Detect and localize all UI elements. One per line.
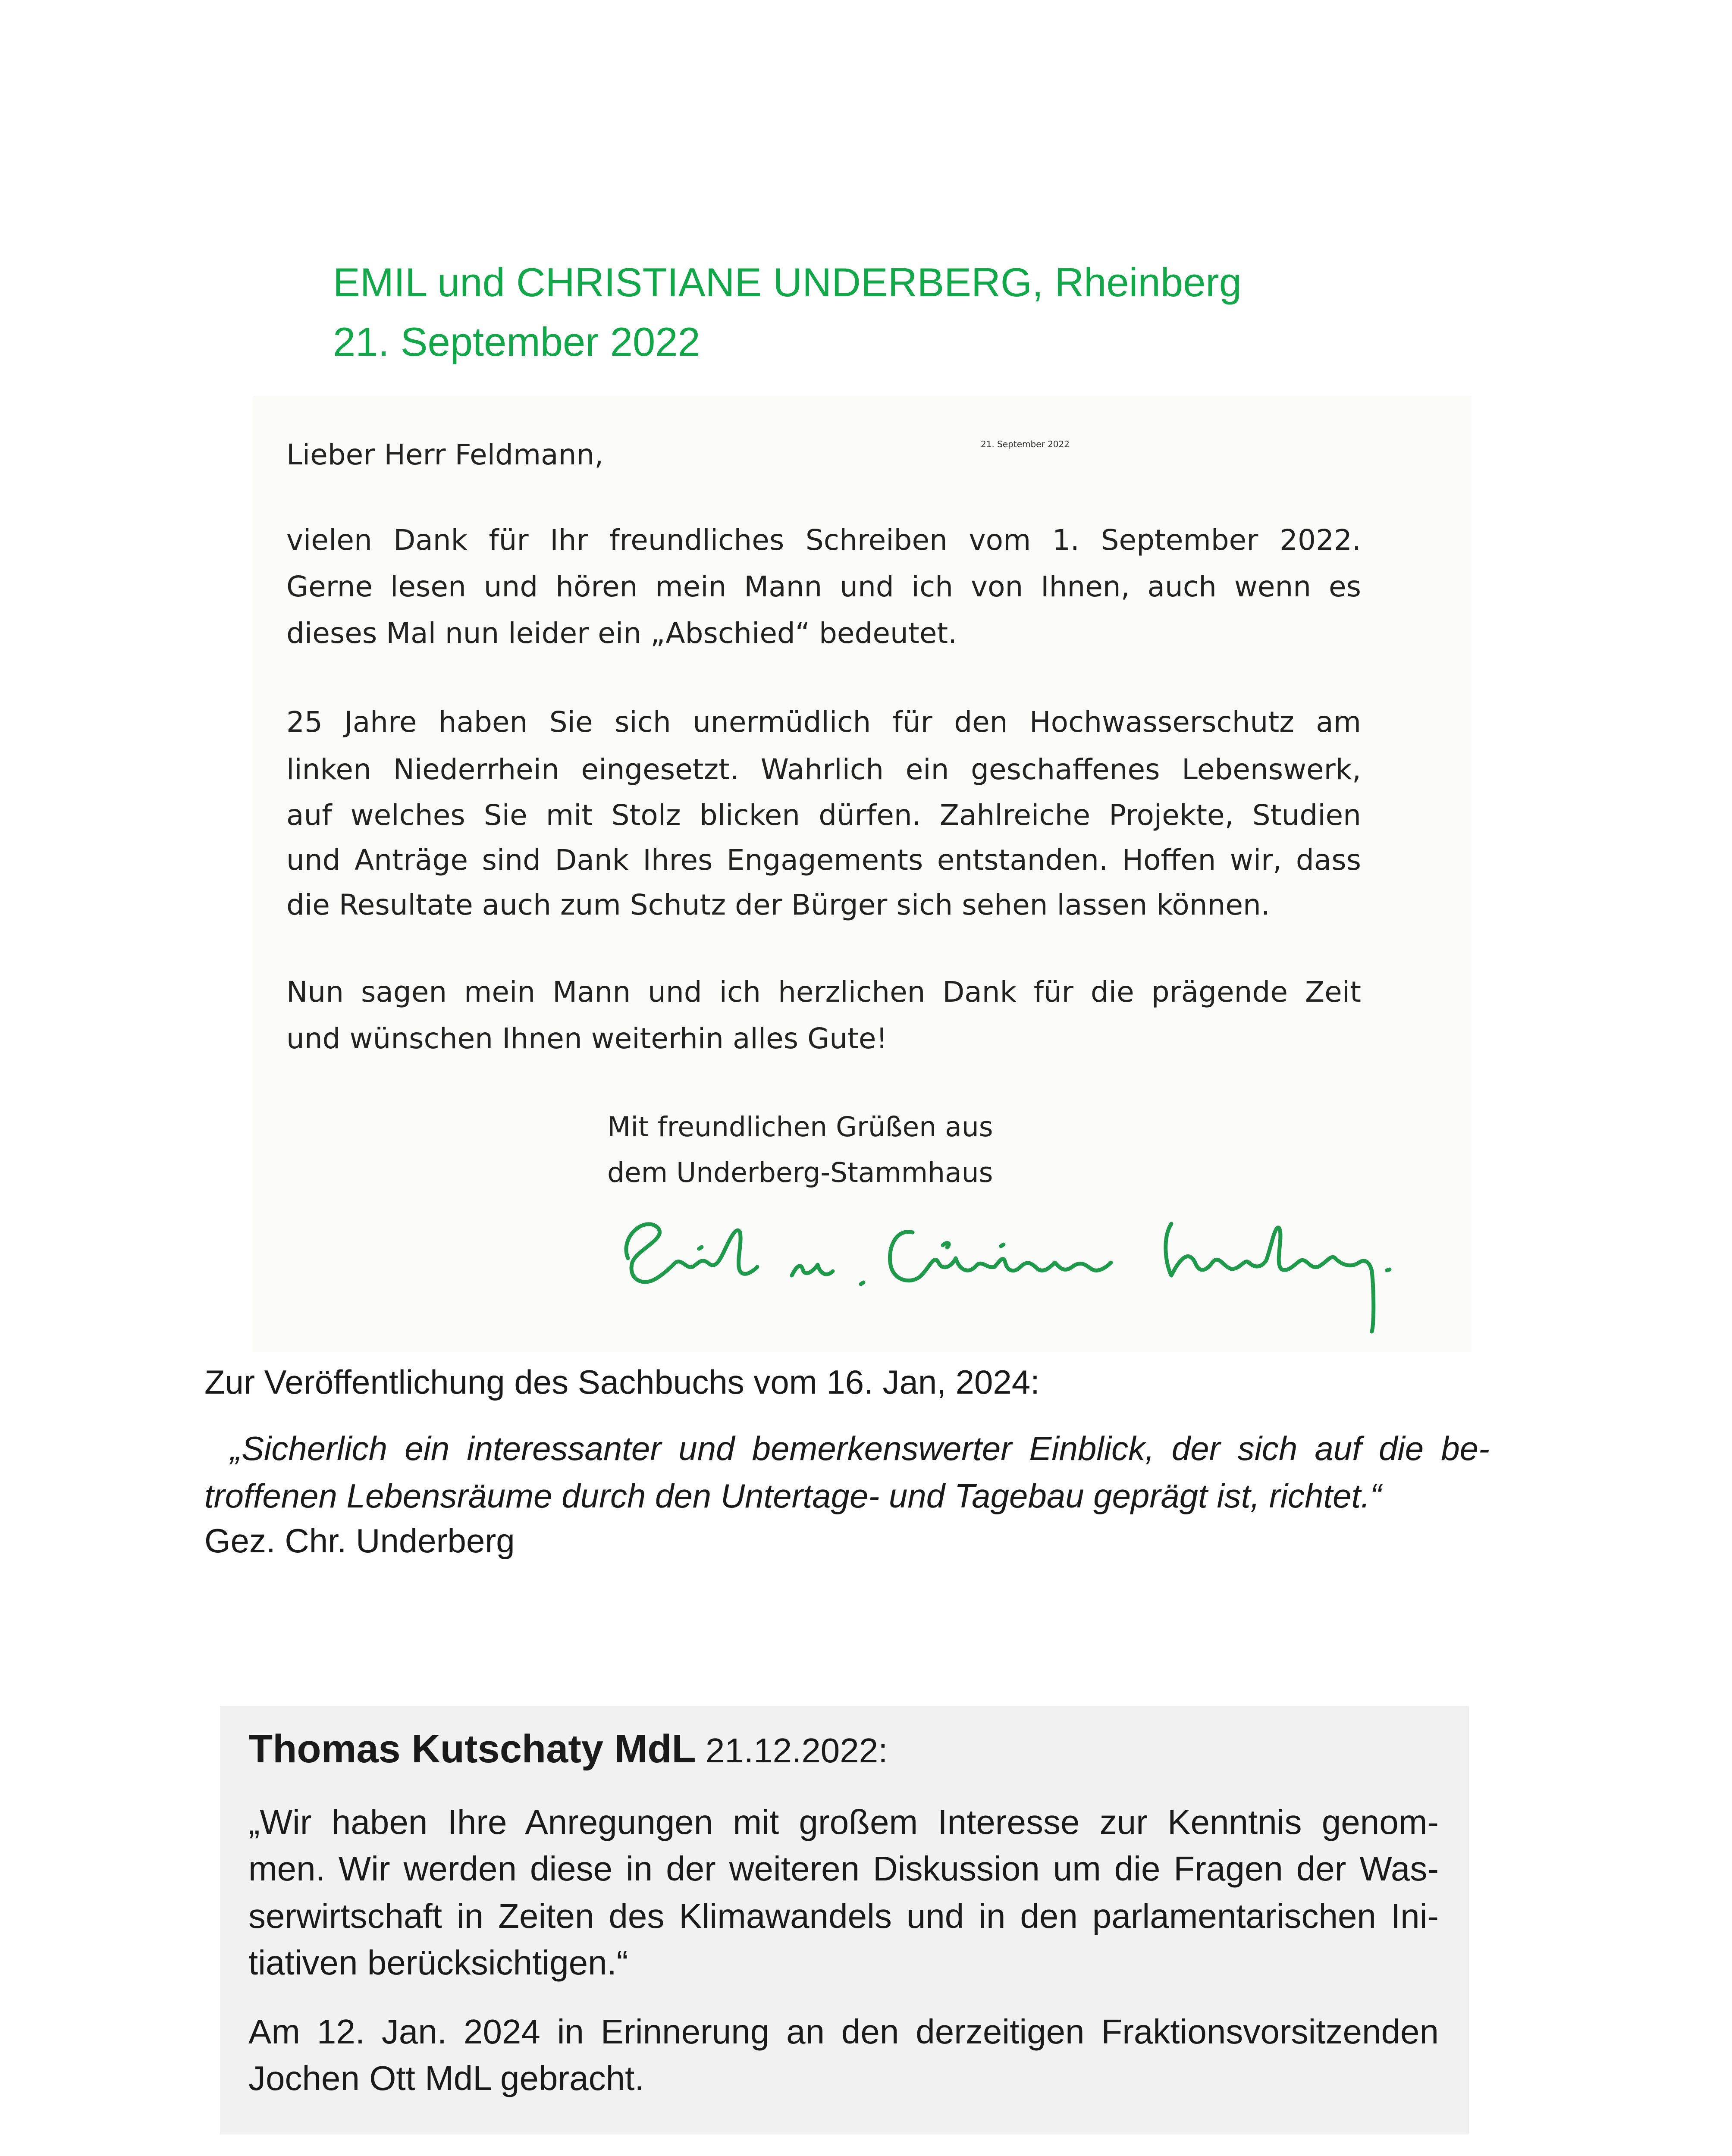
- box-author-name: Thomas Kutschaty MdL: [248, 1727, 696, 1771]
- handwritten-signature: [611, 1198, 1456, 1336]
- box-quote-line: „Wir haben Ihre Anregungen mit großem Interesse zur Kenntnis genom-: [248, 1803, 1439, 1841]
- letter-line: Gerne lesen und hören mein Mann und ich von Ihnen, auch wenn es: [286, 570, 1361, 603]
- letter-line: linken Niederrhein eingesetzt. Wahrlich ein geschaffenes Lebenswerk,: [286, 753, 1361, 786]
- letter-salutation: Lieber Herr Feldmann,: [286, 438, 604, 471]
- letter-line: Nun sagen mein Mann und ich herzlichen Dank für die prägende Zeit: [286, 975, 1361, 1009]
- letter-line: vielen Dank für Ihr freundliches Schreiben vom 1. September 2022.: [286, 523, 1361, 557]
- letter-line: dieses Mal nun leider ein „Abschied“ bedeutet.: [286, 617, 957, 650]
- document-heading-date: 21. September 2022: [333, 319, 700, 364]
- box-quote-line: tiativen berücksichtigen.“: [248, 1943, 628, 1982]
- document-heading-names: EMIL und CHRISTIANE UNDERBERG, Rheinberg: [333, 260, 1242, 305]
- box-title: [248, 1729, 1439, 1769]
- letter-line: die Resultate auch zum Schutz der Bürger sich sehen lassen können.: [286, 888, 1270, 921]
- box-quote-line: serwirtschaft in Zeiten des Klimawandels und in den parlamentarischen Ini-: [248, 1897, 1439, 1935]
- box-note-line: Jochen Ott MdL gebracht.: [248, 2059, 644, 2097]
- letter-closing: Mit freundlichen Grüßen aus: [607, 1111, 993, 1143]
- letter-date: 21. September 2022: [981, 439, 1070, 449]
- letter-closing: dem Underberg-Stammhaus: [607, 1157, 993, 1188]
- publication-signed: Gez. Chr. Underberg: [204, 1522, 515, 1560]
- box-date: 21.12.2022:: [705, 1731, 888, 1770]
- publication-intro: Zur Veröffentlichung des Sachbuchs vom 16. Jan, 2024:: [204, 1363, 1040, 1401]
- publication-quote-line: „Sicherlich ein interessanter und bemerkenswerter Einblick, der sich auf die be-: [230, 1429, 1490, 1467]
- letter-line: auf welches Sie mit Stolz blicken dürfen. Zahlreiche Projekte, Studien: [286, 799, 1361, 832]
- box-quote-line: men. Wir werden diese in der weiteren Diskussion um die Fragen der Was-: [248, 1849, 1439, 1888]
- box-note-line: Am 12. Jan. 2024 in Erinnerung an den derzeitigen Fraktionsvorsitzenden: [248, 2012, 1439, 2051]
- scanned-letter: [253, 396, 1472, 1352]
- letter-line: 25 Jahre haben Sie sich unermüdlich für den Hochwasserschutz am: [286, 705, 1361, 739]
- letter-line: und wünschen Ihnen weiterhin alles Gute!: [286, 1022, 888, 1055]
- letter-line: und Anträge sind Dank Ihres Engagements entstanden. Hoffen wir, dass: [286, 843, 1361, 877]
- quote-box: [220, 1706, 1469, 2134]
- publication-quote-line: troffenen Lebensräume durch den Untertage- und Tagebau geprägt ist, richtet.“: [204, 1477, 1381, 1515]
